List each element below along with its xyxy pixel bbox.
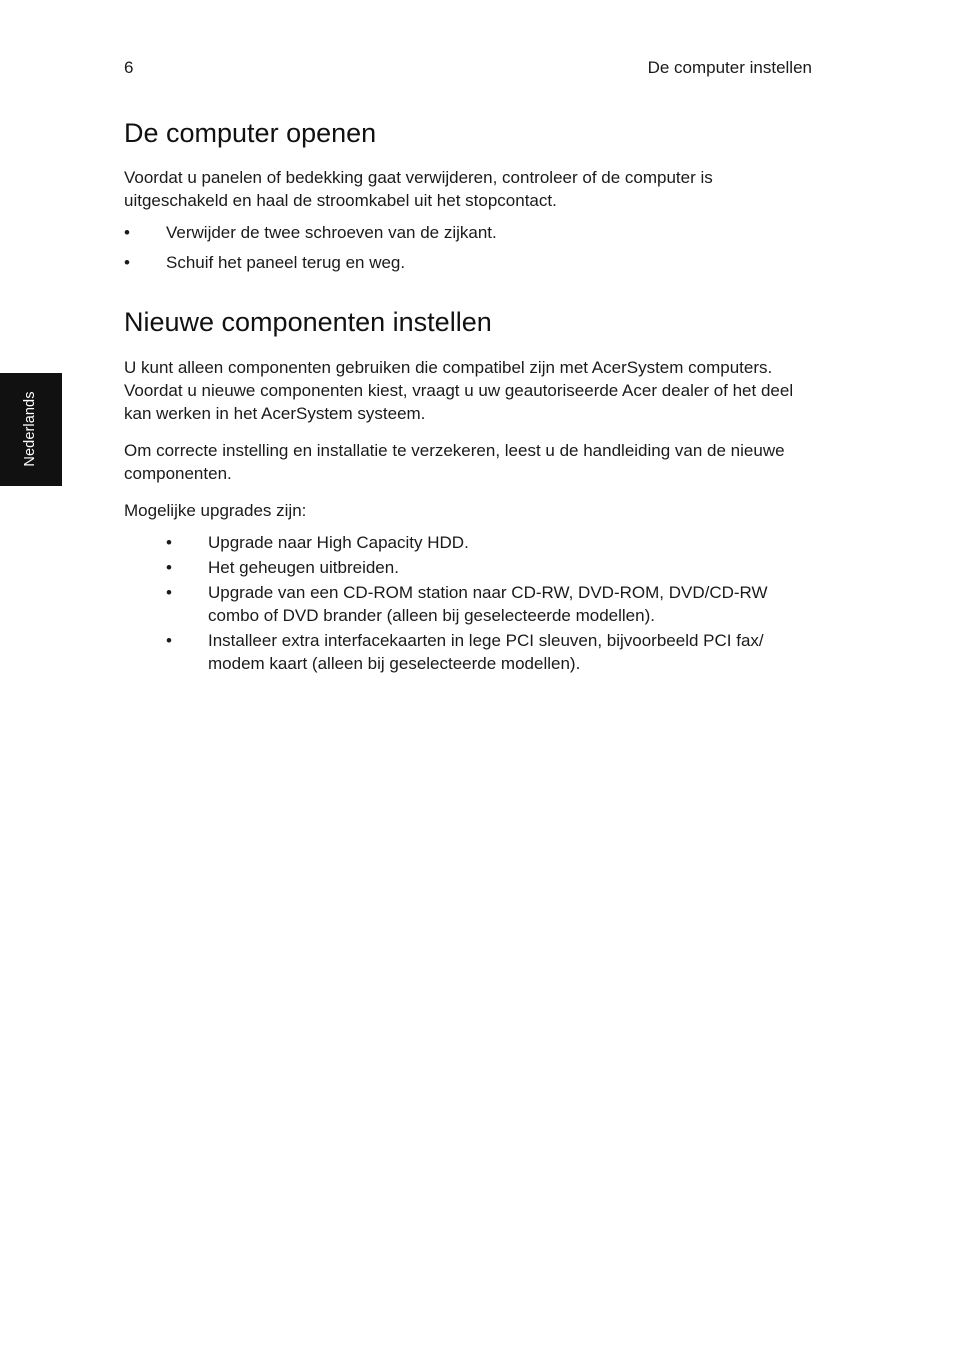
list-item <box>124 629 814 675</box>
list-item <box>124 251 814 274</box>
bullet-icon: • <box>124 253 130 272</box>
bullet-icon: • <box>166 558 172 577</box>
list-item-text: Installeer extra interfacekaarten in lege PCI sleuven, bijvoorbeeld PCI fax/ modem kaart (alleen bij geselecteerde modellen). <box>208 631 764 673</box>
page-content <box>124 113 814 677</box>
new-components-paragraph-1: U kunt alleen componenten gebruiken die compatibel zijn met AcerSystem computers. Voordat u nieuwe componenten kiest, vraagt u uw geautoriseerde Acer dealer of het deel kan werken in het AcerSystem systeem. <box>124 358 794 423</box>
list-item-text: Upgrade naar High Capacity HDD. <box>208 533 469 552</box>
open-computer-intro: Voordat u panelen of bedekking gaat verwijderen, controleer of de computer is uitgeschakeld en haal de stroomkabel uit het stopcontact. <box>124 168 713 210</box>
new-components-paragraph-3: Mogelijke upgrades zijn: <box>124 501 307 520</box>
bullet-icon: • <box>166 533 172 552</box>
list-item <box>124 581 814 627</box>
bullet-icon: • <box>166 583 172 602</box>
language-side-tab <box>0 373 62 486</box>
list-item <box>124 556 814 579</box>
language-side-tab-label: Nederlands <box>22 391 38 467</box>
list-item <box>124 221 814 244</box>
list-item-text: Het geheugen uitbreiden. <box>208 558 399 577</box>
open-computer-steps <box>124 221 814 274</box>
bullet-icon: • <box>124 223 130 242</box>
list-item-text: Upgrade van een CD-ROM station naar CD-RW, DVD-ROM, DVD/CD-RW combo of DVD brander (alleen bij geselecteerde modellen). <box>208 583 768 625</box>
section-title-new-components: Nieuwe componenten instellen <box>124 307 492 337</box>
new-components-paragraph-2: Om correcte instelling en installatie te verzekeren, leest u de handleiding van de nieuwe componenten. <box>124 441 785 483</box>
list-item <box>124 531 814 554</box>
upgrade-list <box>124 531 814 675</box>
list-item-text: Verwijder de twee schroeven van de zijkant. <box>166 223 497 242</box>
bullet-icon: • <box>166 631 172 650</box>
page-number: 6 <box>124 58 134 77</box>
list-item-text: Schuif het paneel terug en weg. <box>166 253 406 272</box>
running-title: De computer instellen <box>647 58 812 77</box>
section-title-open-computer: De computer openen <box>124 118 377 148</box>
